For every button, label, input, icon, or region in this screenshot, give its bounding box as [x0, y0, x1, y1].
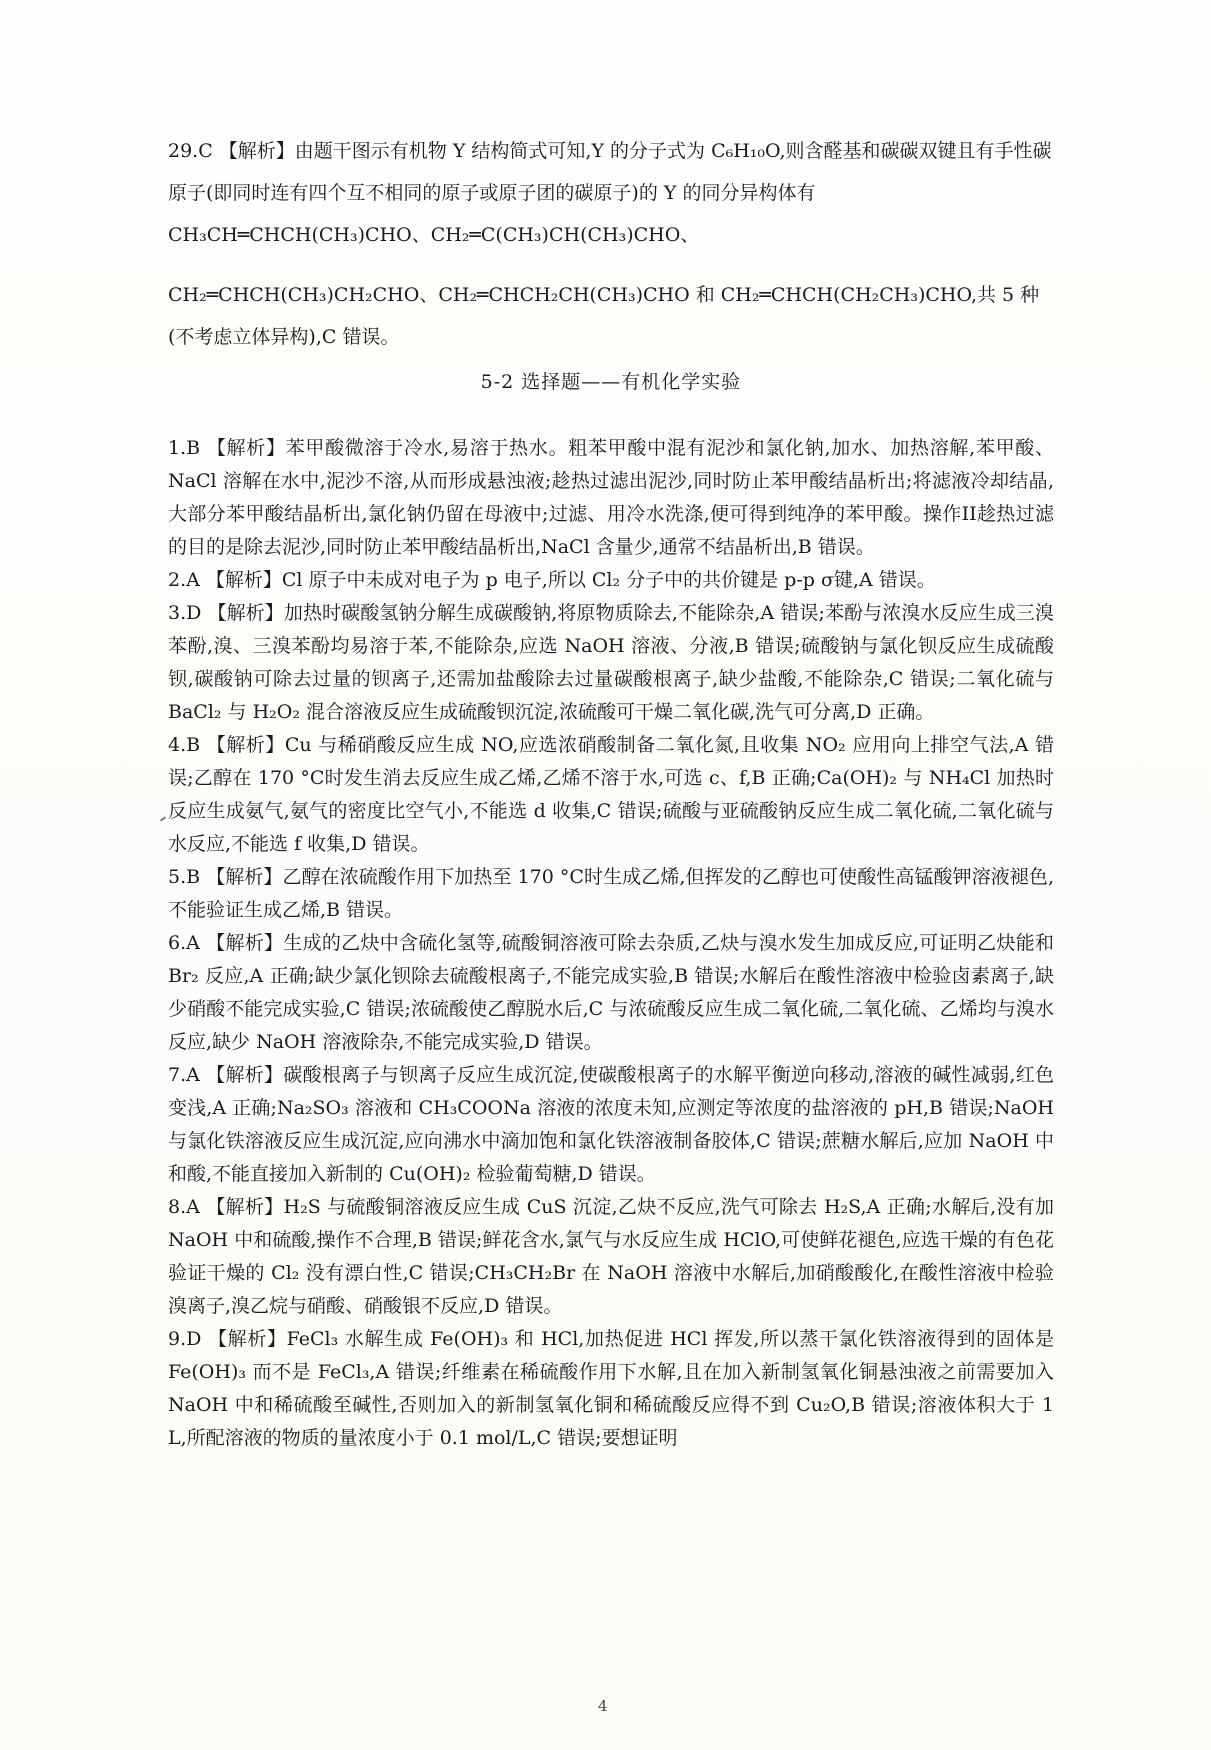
page-number: 4	[598, 1697, 608, 1715]
scan-mark	[160, 816, 166, 821]
answer-item-2: 2.A 【解析】Cl 原子中未成对电子为 p 电子,所以 Cl₂ 分子中的共价键是 p-p σ键,A 错误。	[168, 569, 936, 591]
answer-item-5: 5.B 【解析】乙醇在浓硫酸作用下加热至 170 °C时生成乙烯,但挥发的乙醇也可使酸性高锰酸钾溶液褪色,不能验证生成乙烯,B 错误。	[168, 866, 1054, 921]
answer-item-8: 8.A 【解析】H₂S 与硫酸铜溶液反应生成 CuS 沉淀,乙炔不反应,洗气可除去 H₂S,A 正确;水解后,没有加 NaOH 中和硫酸,操作不合理,B 错误;鲜花含水,氯气与水反应生成 HClO,可使鲜花褪色,应选干燥的有色花验证干燥的 Cl₂ 没有漂白性,C 错误;CH₃CH₂Br 在 NaOH 溶液中水解后,加硝酸酸化,在酸性溶液中检验溴离子,溴乙烷与硝酸、硝酸银不反应,D 错误。	[168, 1196, 1054, 1317]
answer-item-1: 1.B 【解析】苯甲酸微溶于冷水,易溶于热水。粗苯甲酸中混有泥沙和氯化钠,加水、加热溶解,苯甲酸、NaCl 溶解在水中,泥沙不溶,从而形成悬浊液;趁热过滤出泥沙,同时防止苯甲酸结晶析出;将滤液冷却结晶,大部分苯甲酸结晶析出,氯化钠仍留在母液中;过滤、用冷水洗涤,便可得到纯净的苯甲酸。操作II趁热过滤的目的是除去泥沙,同时防止苯甲酸结晶析出,NaCl 含量少,通常不结晶析出,B 错误。	[168, 437, 1054, 558]
answer-29-part-1: 29.C 【解析】由题干图示有机物 Y 结构简式可知,Y 的分子式为 C₆H₁₀O,则含醛基和碳碳双键且有手性碳原子(即同时连有四个互不相同的原子或原子团的碳原子)的 Y 的同分异构体有 CH₃CH═CHCH(CH₃)CHO、CH₂═C(CH₃)CH(CH₃)CHO、	[168, 140, 1052, 246]
answer-item-7: 7.A 【解析】碳酸根离子与钡离子反应生成沉淀,使碳酸根离子的水解平衡逆向移动,溶液的碱性减弱,红色变浅,A 正确;Na₂SO₃ 溶液和 CH₃COONa 溶液的浓度未知,应测定等浓度的盐溶液的 pH,B 错误;NaOH 与氯化铁溶液反应生成沉淀,应向沸水中滴加饱和氯化铁溶液制备胶体,C 错误;蔗糖水解后,应加 NaOH 中和酸,不能直接加入新制的 Cu(OH)₂ 检验葡萄糖,D 错误。	[168, 1064, 1054, 1185]
document-content	[168, 130, 1054, 1455]
answer-item-6: 6.A 【解析】生成的乙炔中含硫化氢等,硫酸铜溶液可除去杂质,乙炔与溴水发生加成反应,可证明乙炔能和 Br₂ 反应,A 正确;缺少氯化钡除去硫酸根离子,不能完成实验,B 错误;水解后在酸性溶液中检验卤素离子,缺少硝酸不能完成实验,C 错误;浓硫酸使乙醇脱水后,C 与浓硫酸反应生成二氧化硫,二氧化硫、乙烯均与溴水反应,缺少 NaOH 溶液除杂,不能完成实验,D 错误。	[168, 932, 1054, 1053]
answer-item-3: 3.D 【解析】加热时碳酸氢钠分解生成碳酸钠,将原物质除去,不能除杂,A 错误;苯酚与浓溴水反应生成三溴苯酚,溴、三溴苯酚均易溶于苯,不能除杂,应选 NaOH 溶液、分液,B 错误;硫酸钠与氯化钡反应生成硫酸钡,碳酸钠可除去过量的钡离子,还需加盐酸除去过量碳酸根离子,缺少盐酸,不能除杂,C 错误;二氧化硫与 BaCl₂ 与 H₂O₂ 混合溶液反应生成硫酸钡沉淀,浓硫酸可干燥二氧化碳,洗气可分离,D 正确。	[168, 602, 1054, 723]
answer-item-4: 4.B 【解析】Cu 与稀硝酸反应生成 NO,应选浓硝酸制备二氧化氮,且收集 NO₂ 应用向上排空气法,A 错误;乙醇在 170 °C时发生消去反应生成乙烯,乙烯不溶于水,可选 c、f,B 正确;Ca(OH)₂ 与 NH₄Cl 加热时反应生成氨气,氨气的密度比空气小,不能选 d 收集,C 错误;硫酸与亚硫酸钠反应生成二氧化硫,二氧化硫与水反应,不能选 f 收集,D 错误。	[168, 734, 1054, 855]
answer-29-part-2: CH₂═CHCH(CH₃)CH₂CHO、CH₂═CHCH₂CH(CH₃)CHO 和 CH₂═CHCH(CH₂CH₃)CHO,共 5 种(不考虑立体异构),C 错误。	[168, 284, 1040, 348]
section-title: 5-2 选择题——有机化学实验	[480, 371, 742, 393]
answer-item-9: 9.D 【解析】FeCl₃ 水解生成 Fe(OH)₃ 和 HCl,加热促进 HCl 挥发,所以蒸干氯化铁溶液得到的固体是 Fe(OH)₃ 而不是 FeCl₃,A 错误;纤维素在稀硫酸作用下水解,且在加入新制氢氧化铜悬浊液之前需要加入 NaOH 中和稀硫酸至碱性,否则加入的新制氢氧化铜和稀硫酸反应得不到 Cu₂O,B 错误;溶液体积大于 1 L,所配溶液的物质的量浓度小于 0.1 mol/L,C 错误;要想证明	[168, 1328, 1054, 1449]
